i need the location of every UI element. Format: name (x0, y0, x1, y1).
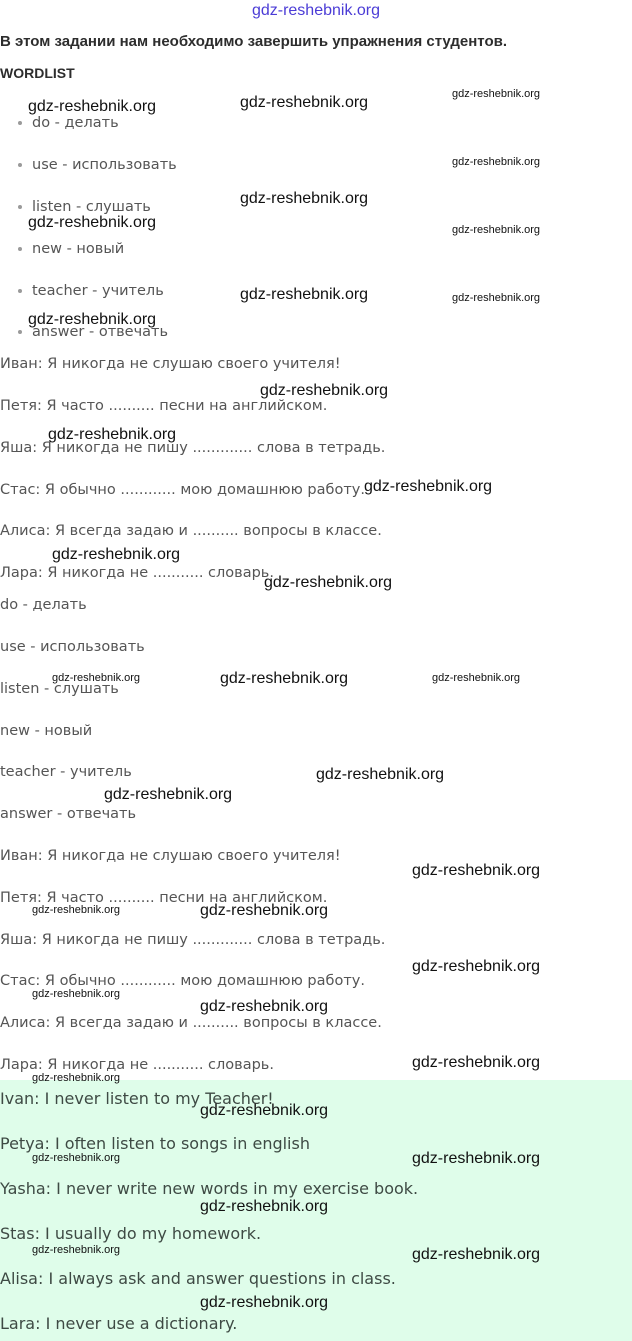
watermark: gdz-reshebnik.org (52, 546, 181, 563)
watermark: gdz-reshebnik.org (32, 904, 121, 916)
watermark: gdz-reshebnik.org (200, 1294, 329, 1311)
watermark: gdz-reshebnik.org (32, 1072, 121, 1084)
sentence: Яша: Я никогда не пишу ............. слова в тетрадь. (0, 932, 386, 948)
watermark: gdz-reshebnik.org (452, 292, 541, 304)
wordlist-item: teacher - учитель (18, 283, 164, 299)
sentence: Алиса: Я всегда задаю и .......... вопросы в классе. (0, 1015, 382, 1031)
wordlist-title: WORDLIST (0, 65, 75, 81)
watermark: gdz-reshebnik.org (264, 574, 393, 591)
answer-line: Alisa: I always ask and answer questions in class. (0, 1269, 396, 1288)
watermark: gdz-reshebnik.org (240, 94, 369, 111)
watermark: gdz-reshebnik.org (48, 426, 177, 443)
watermark: gdz-reshebnik.org (32, 1244, 121, 1256)
watermark: gdz-reshebnik.org (412, 958, 541, 975)
watermark: gdz-reshebnik.org (32, 1152, 121, 1164)
answer-line: Stas: I usually do my homework. (0, 1224, 262, 1243)
watermark: gdz-reshebnik.org (52, 672, 141, 684)
watermark: gdz-reshebnik.org (240, 286, 369, 303)
watermark: gdz-reshebnik.org (200, 1198, 329, 1215)
watermark: gdz-reshebnik.org (28, 311, 157, 328)
watermark: gdz-reshebnik.org (364, 478, 493, 495)
sentence: Лара: Я никогда не ........... словарь. (0, 565, 274, 581)
bullet-icon (18, 205, 22, 209)
bullet-icon (18, 247, 22, 251)
watermark: gdz-reshebnik.org (452, 156, 541, 168)
answer-line: Yasha: I never write new words in my exercise book. (0, 1179, 419, 1198)
sentence: Иван: Я никогда не слушаю своего учителя! (0, 356, 341, 372)
watermark: gdz-reshebnik.org (452, 224, 541, 236)
watermark: gdz-reshebnik.org (200, 998, 329, 1015)
wordlist-line: use - использовать (0, 639, 145, 655)
sentence: Иван: Я никогда не слушаю своего учителя! (0, 848, 341, 864)
watermark: gdz-reshebnik.org (432, 672, 521, 684)
answer-line: Petya: I often listen to songs in english (0, 1134, 310, 1153)
watermark: gdz-reshebnik.org (220, 670, 349, 687)
wordlist-item: listen - слушать (18, 199, 151, 215)
watermark: gdz-reshebnik.org (200, 1102, 329, 1119)
sentence: Петя: Я часто .......... песни на английском. (0, 890, 328, 906)
task-intro: В этом задании нам необходимо завершить упражнения студентов. (0, 33, 508, 50)
wordlist-item: new - новый (18, 241, 124, 257)
sentence: Алиса: Я всегда задаю и .......... вопросы в классе. (0, 523, 382, 539)
answer-line: Lara: I never use a dictionary. (0, 1314, 238, 1333)
wordlist-line: do - делать (0, 597, 87, 613)
bullet-icon (18, 121, 22, 125)
watermark: gdz-reshebnik.org (412, 1246, 541, 1263)
bullet-icon (18, 163, 22, 167)
sentence: Петя: Я часто .......... песни на английском. (0, 398, 328, 414)
watermark: gdz-reshebnik.org (412, 1054, 541, 1071)
wordlist-item: use - использовать (18, 157, 177, 173)
bullet-icon (18, 330, 22, 334)
wordlist-item: answer - отвечать (18, 324, 168, 340)
watermark: gdz-reshebnik.org (412, 1150, 541, 1167)
watermark: gdz-reshebnik.org (32, 988, 121, 1000)
watermark: gdz-reshebnik.org (200, 902, 329, 919)
site-link[interactable]: gdz-reshebnik.org (251, 2, 381, 19)
wordlist-item: do - делать (18, 115, 119, 131)
watermark: gdz-reshebnik.org (452, 88, 541, 100)
sentence: Лара: Я никогда не ........... словарь. (0, 1057, 274, 1073)
answer-line: Ivan: I never listen to my Teacher! (0, 1089, 274, 1108)
watermark: gdz-reshebnik.org (260, 382, 389, 399)
watermark: gdz-reshebnik.org (316, 766, 445, 783)
watermark: gdz-reshebnik.org (240, 190, 369, 207)
watermark: gdz-reshebnik.org (104, 786, 233, 803)
wordlist-line: new - новый (0, 723, 93, 739)
wordlist-line: listen - слушать (0, 681, 119, 697)
watermark: gdz-reshebnik.org (28, 98, 157, 115)
bullet-icon (18, 289, 22, 293)
sentence: Яша: Я никогда не пишу ............. слова в тетрадь. (0, 440, 386, 456)
watermark: gdz-reshebnik.org (412, 862, 541, 879)
sentence: Стас: Я обычно ............ мою домашнюю работу. (0, 482, 365, 498)
watermark: gdz-reshebnik.org (28, 214, 157, 231)
wordlist-line: answer - отвечать (0, 806, 137, 822)
sentence: Стас: Я обычно ............ мою домашнюю работу. (0, 973, 365, 989)
wordlist-line: teacher - учитель (0, 764, 132, 780)
